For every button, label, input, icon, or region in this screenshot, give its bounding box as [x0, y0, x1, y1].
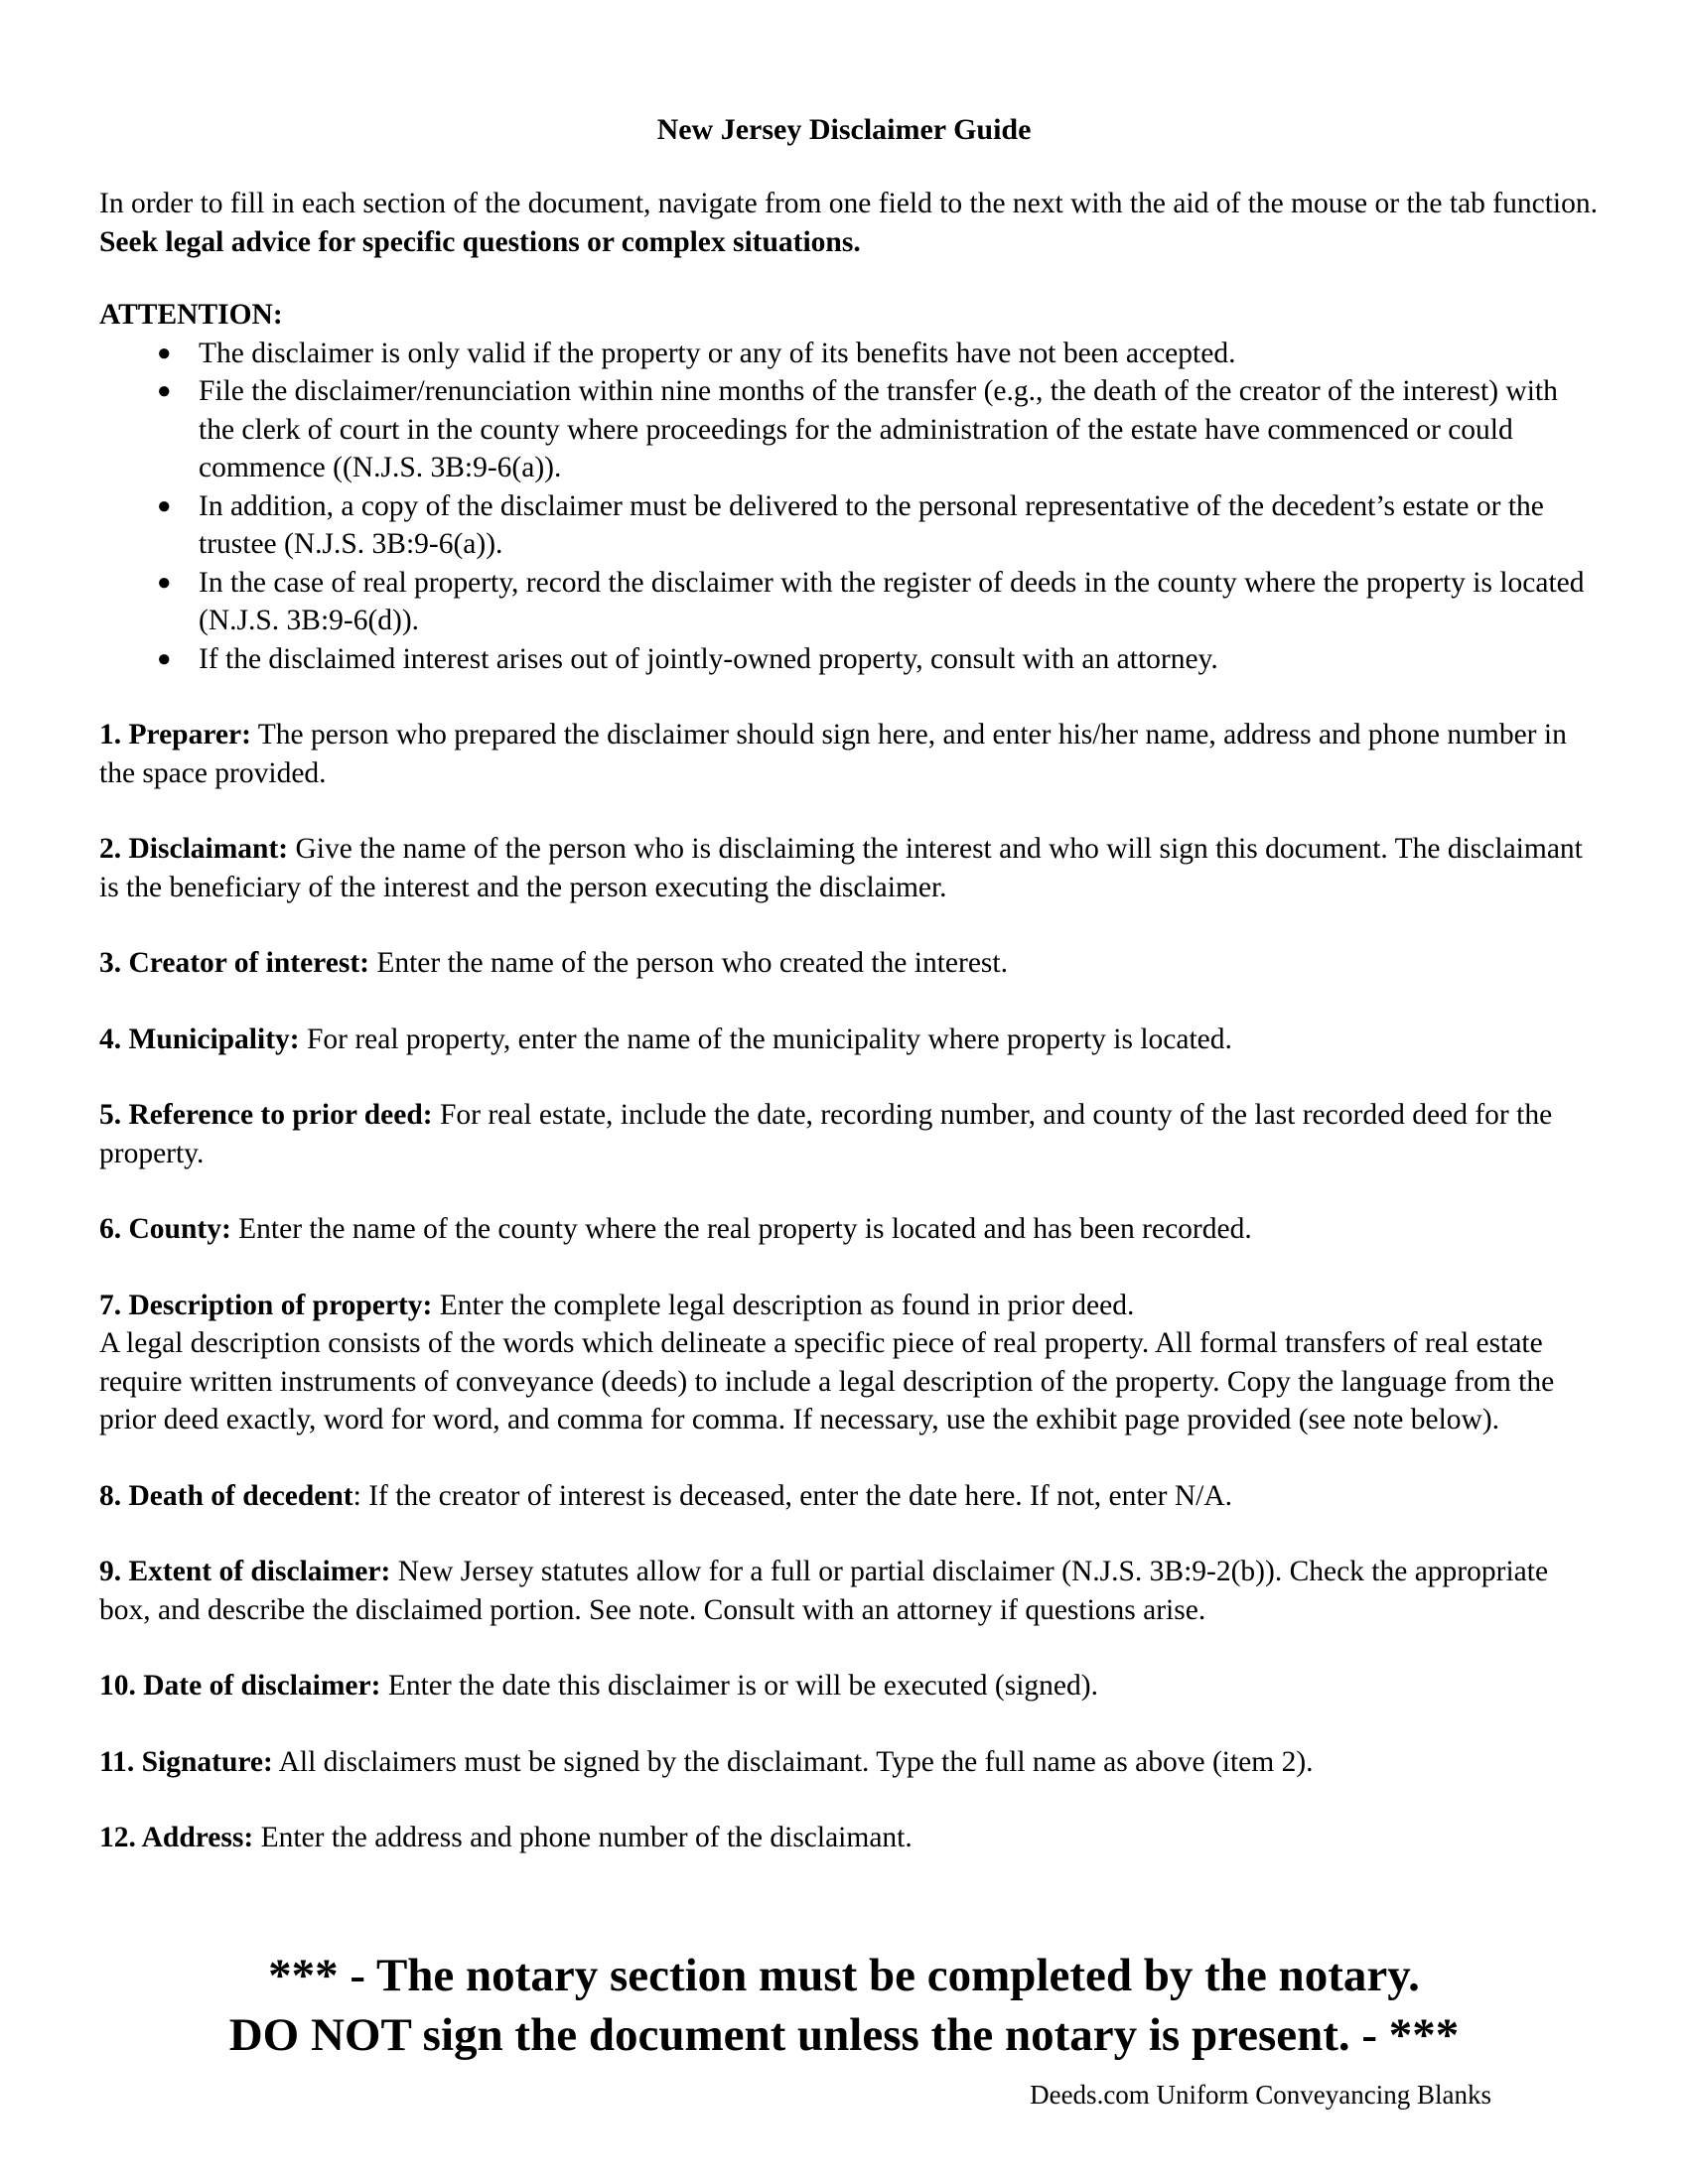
intro-text: In order to fill in each section of the document, navigate from one field to the next with the aid of the mouse or the tab function. [99, 188, 1598, 219]
intro-legal-advice: Seek legal advice for specific questions or complex situations. [99, 225, 861, 258]
attention-heading: ATTENTION: [99, 299, 283, 331]
page-title: New Jersey Disclaimer Guide [656, 113, 1032, 146]
bullet-icon: ● [157, 569, 172, 596]
section-date-of-disclaimer: 10. Date of disclaimer: Enter the date this disclaimer is or will be executed (signed). [99, 1670, 1098, 1702]
section-description-of-property: 7. Description of property: Enter the complete legal description as found in prior deed. A legal description consists of the words which delineate a specific piece of real property. All formal transfers of real estate require written instruments of conveyance (deeds) to include a legal description of the property. Copy the language from the prior deed exactly, word for word, and comma for comma. If necessary, use the exhibit page provided (see note below). [99, 1289, 1555, 1435]
section-county: 6. County: Enter the name of the county where the real property is located and has been recorded. [99, 1213, 1252, 1245]
notary-warning [0, 1946, 1688, 2065]
section-creator-of-interest: 3. Creator of interest: Enter the name of the person who created the interest. [99, 947, 1008, 979]
bullet-icon: ● [157, 645, 172, 672]
legal-description-explanation: A legal description consists of the words which delineate a specific piece of real property. All formal transfers of real estate require written instruments of conveyance (deeds) to include a legal description of the property. Copy the language from the prior deed exactly, word for word, and comma for comma. If necessary, use the exhibit page provided (see note below). [99, 1327, 1555, 1435]
bullet-icon: ● [157, 492, 172, 519]
intro-paragraph [99, 185, 1599, 261]
attention-bullet: ● The disclaimer is only valid if the property or any of its benefits have not been accepted. [99, 335, 1599, 373]
bullet-icon: ● [157, 378, 172, 404]
section-signature: 11. Signature: All disclaimers must be signed by the disclaimant. Type the full name as above (item 2). [99, 1745, 1314, 1778]
attention-bullet: ● In addition, a copy of the disclaimer must be delivered to the personal representative of the decedent’s estate or the trustee (N.J.S. 3B:9-6(a)). [99, 487, 1599, 564]
notary-warning-line-2: DO NOT sign the document unless the notary is present. - *** [228, 2009, 1460, 2061]
guide-body [99, 185, 1599, 1857]
section-death-of-decedent: 8. Death of decedent: If the creator of interest is deceased, enter the date here. If not, enter N/A. [99, 1479, 1233, 1512]
notary-warning-line-1: *** - The notary section must be completed by the notary. [268, 1950, 1420, 2001]
bullet-icon: ● [157, 340, 172, 366]
section-municipality: 4. Municipality: For real property, enter the name of the municipality where property is located. [99, 1023, 1232, 1055]
section-extent-of-disclaimer: 9. Extent of disclaimer: New Jersey statutes allow for a full or partial disclaimer (N.J.S. 3B:9-2(b)). Check the appropriate box, and describe the disclaimed portion. See note. Consult with an attorney if questions arise. [99, 1556, 1549, 1626]
section-disclaimant: 2. Disclaimant: Give the name of the person who is disclaiming the interest and who will sign this document. The disclaimant is the beneficiary of the interest and the person executing the disclaimer. [99, 833, 1583, 903]
section-preparer: 1. Preparer: The person who prepared the disclaimer should sign here, and enter his/her name, address and phone number in the space provided. [99, 719, 1567, 789]
attention-list [99, 335, 1599, 679]
attention-bullet: ● File the disclaimer/renunciation within nine months of the transfer (e.g., the death of the creator of the interest) with the clerk of court in the county where proceedings for the administration of the estate have commenced or could commence ((N.J.S. 3B:9-6(a)). [99, 372, 1599, 487]
attention-bullet: ● If the disclaimed interest arises out of jointly-owned property, consult with an attorney. [99, 640, 1599, 679]
section-address: 12. Address: Enter the address and phone number of the disclaimant. [99, 1822, 913, 1853]
section-prior-deed: 5. Reference to prior deed: For real estate, include the date, recording number, and county of the last recorded deed for the property. [99, 1099, 1553, 1169]
footer-credit: Deeds.com Uniform Conveyancing Blanks [1030, 2080, 1491, 2110]
attention-bullet: ● In the case of real property, record the disclaimer with the register of deeds in the county where the property is located (N.J.S. 3B:9-6(d)). [99, 564, 1599, 640]
